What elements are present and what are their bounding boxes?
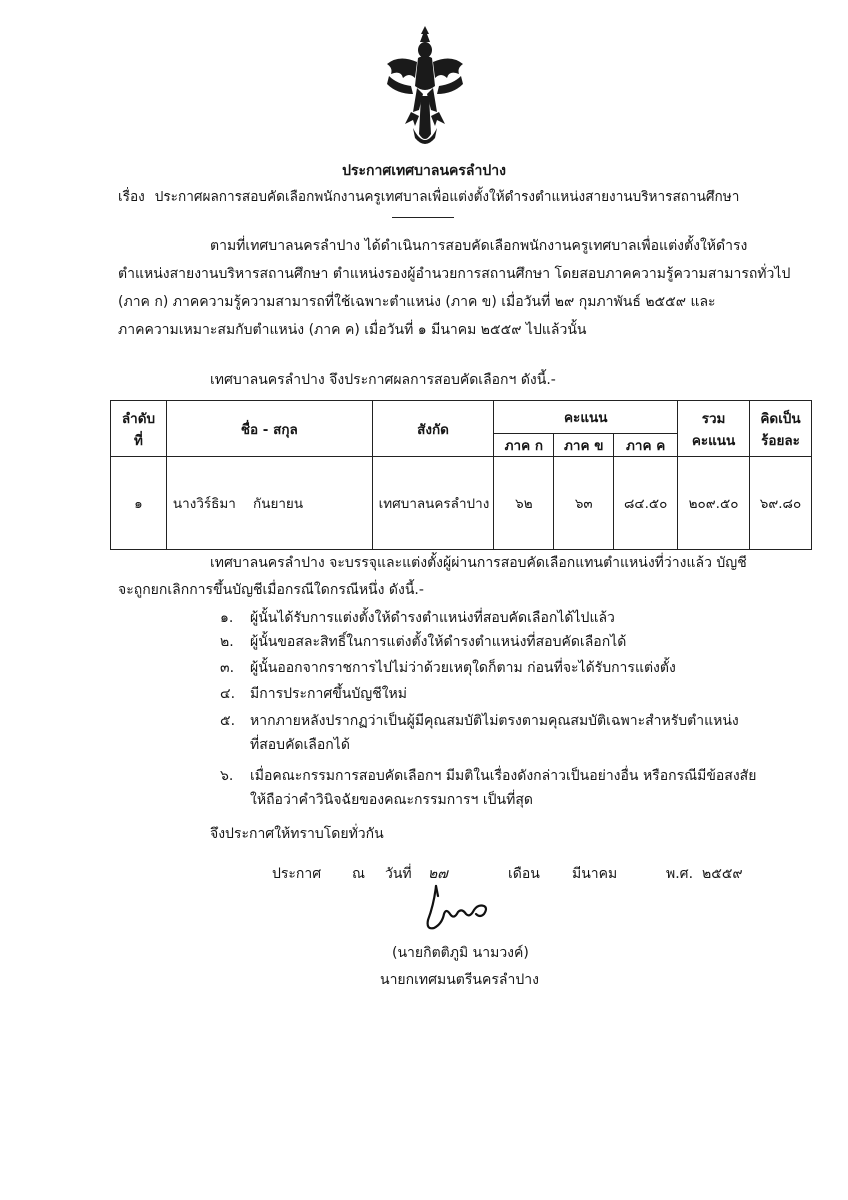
header-total [678,401,750,457]
list-item-text: เมื่อคณะกรรมการสอบคัดเลือกฯ มีมติในเรื่องดังกล่าวเป็นอย่างอื่น หรือกรณีมีข้อสงสัย [250,768,757,784]
list-item [220,632,626,652]
title-separator [392,217,454,218]
header-score: คะแนน [494,401,678,434]
list-item-number: ๖. [220,768,234,784]
announce-line: เทศบาลนครลำปาง จึงประกาศผลการสอบคัดเลือกฯ ดังนี้.- [210,372,556,388]
closing-line: จึงประกาศให้ทราบโดยทั่วกัน [210,826,384,842]
header-part-c: ภาค ค [614,434,678,457]
date-year-value: ๒๕๕๙ [702,866,743,882]
cell-name: นางวิร์ธิมา กันยายน [166,457,372,550]
cell-part-b: ๖๓ [554,457,614,550]
garuda-emblem-icon [383,24,467,152]
signer-position: นายกเทศมนตรีนครลำปาง [380,972,539,988]
intro-line-1: ตามที่เทศบาลนครลำปาง ได้ดำเนินการสอบคัดเลือกพนักงานครูเทศบาลเพื่อแต่งตั้งให้ดำรง [210,238,748,254]
header-percent-line-1: คิดเป็น [760,410,801,427]
list-item-continuation: ที่สอบคัดเลือกได้ [250,737,350,753]
date-month-label: เดือน [508,866,540,882]
list-item-number: ๔. [220,686,236,702]
intro-line-3: (ภาค ก) ภาคความรู้ความสามารถที่ใช้เฉพาะตำแหน่ง (ภาค ข) เมื่อวันที่ ๒๙ กุมภาพันธ์ ๒๕๕๙ และ [118,294,716,310]
list-item-continuation: ให้ถือว่าคำวินิจฉัยของคณะกรรมการฯ เป็นที่สุด [250,792,533,808]
date-year-label: พ.ศ. [666,866,694,882]
header-no [111,401,167,457]
cell-total: ๒๐๙.๕๐ [678,457,750,550]
date-day-value: ๒๗ [428,866,448,882]
list-item [220,608,615,628]
header-no-line-2: ที่ [134,432,143,449]
signer-name: (นายกิตติภูมิ นามวงค์) [392,945,529,961]
list-item [220,766,756,786]
header-part-b: ภาค ข [554,434,614,457]
list-item [220,684,407,704]
cell-part-a: ๖๒ [494,457,554,550]
list-item-text: มีการประกาศขึ้นบัญชีใหม่ [250,686,407,702]
cell-no: ๑ [111,457,167,550]
list-item-number: ๕. [220,713,236,729]
score-table [110,400,812,550]
list-item [220,711,739,731]
cell-percent: ๖๙.๘๐ [750,457,812,550]
list-item-number: ๑. [220,610,234,626]
subject-line [118,187,739,207]
header-total-line-1: รวม [701,410,726,427]
list-item-text: ผู้นั้นได้รับการแต่งตั้งให้ดำรงตำแหน่งที่สอบคัดเลือกได้ไปแล้ว [250,610,615,626]
date-at-label: ณ [352,866,365,882]
list-item-text: ผู้นั้นขอสละสิทธิ์ในการแต่งตั้งให้ดำรงตำแหน่งที่สอบคัดเลือกได้ [250,634,627,650]
header-percent [750,401,812,457]
date-day-label: วันที่ [385,866,412,882]
cell-part-c: ๘๔.๕๐ [614,457,678,550]
subject-text: ประกาศผลการสอบคัดเลือกพนักงานครูเทศบาลเพื่อแต่งตั้งให้ดำรงตำแหน่งสายงานบริหารสถานศึกษา [154,189,740,205]
signature-icon [424,884,494,936]
cell-affiliation: เทศบาลนครลำปาง [372,457,494,550]
document-title: ประกาศเทศบาลนครลำปาง [342,163,506,179]
list-item-number: ๒. [220,634,234,650]
list-item [220,658,676,678]
list-item-number: ๓. [220,660,235,676]
date-month-value: มีนาคม [572,866,618,882]
date-announced-label: ประกาศ [272,866,322,882]
header-no-line-1: ลำดับ [121,410,156,427]
table-row [111,457,812,550]
cancel-line-1: เทศบาลนครลำปาง จะบรรจุและแต่งตั้งผู้ผ่านการสอบคัดเลือกแทนตำแหน่งที่ว่างแล้ว บัญชี [210,555,747,571]
intro-line-2: ตำแหน่งสายงานบริหารสถานศึกษา ตำแหน่งรองผู้อำนวยการสถานศึกษา โดยสอบภาคความรู้ความสามารถทั่วไป [118,266,791,282]
header-name: ชื่อ - สกุล [166,401,372,457]
header-affiliation: สังกัด [372,401,494,457]
header-total-line-2: คะแนน [691,432,736,449]
header-percent-line-2: ร้อยละ [761,432,800,449]
subject-label: เรื่อง [118,189,145,205]
list-item-text: ผู้นั้นออกจากราชการไปไม่ว่าด้วยเหตุใดก็ตาม ก่อนที่จะได้รับการแต่งตั้ง [250,660,676,676]
header-part-a: ภาค ก [494,434,554,457]
intro-line-4: ภาคความเหมาะสมกับตำแหน่ง (ภาค ค) เมื่อวันที่ ๑ มีนาคม ๒๕๕๙ ไปแล้วนั้น [118,322,587,338]
list-item-text: หากภายหลังปรากฏว่าเป็นผู้มีคุณสมบัติไม่ตรงตามคุณสมบัติเฉพาะสำหรับตำแหน่ง [250,713,739,729]
cancel-line-2: จะถูกยกเลิกการขึ้นบัญชีเมื่อกรณีใดกรณีหนึ่ง ดังนี้.- [118,582,424,598]
